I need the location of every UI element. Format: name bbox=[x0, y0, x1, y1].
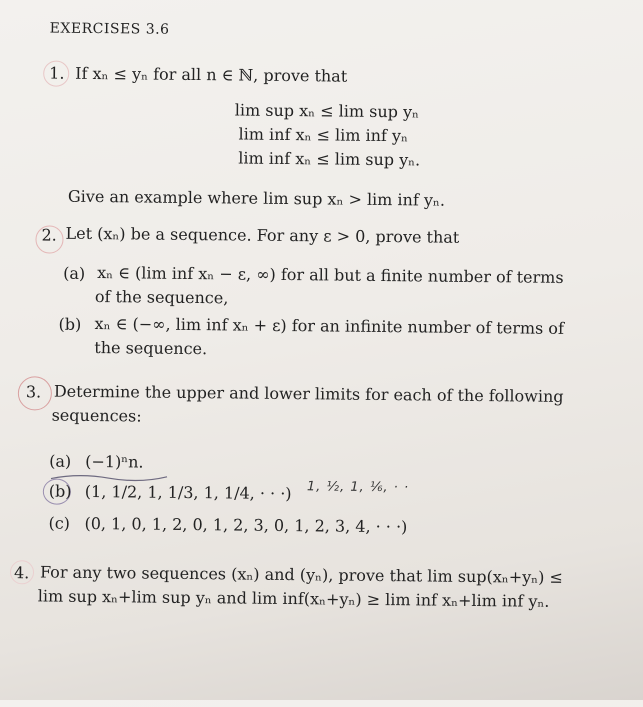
ex2-b-label: (b) bbox=[58, 314, 82, 334]
ex3-number: 3. bbox=[25, 382, 42, 402]
ex3-a-label: (a) bbox=[49, 451, 72, 471]
ex4-line1: For any two sequences (xₙ) and (yₙ), prove that lim sup(xₙ+yₙ) ≤ bbox=[39, 562, 563, 587]
ex1-equation-2: lim inf xₙ ≤ lim inf yₙ bbox=[238, 124, 409, 146]
ex3-b-label: (b) bbox=[48, 481, 72, 501]
ex2-b-line2: the sequence. bbox=[94, 338, 208, 359]
ex2-number: 2. bbox=[41, 225, 57, 245]
ex2-a-line1: xₙ ∈ (lim inf xₙ − ε, ∞) for all but a finite number of terms bbox=[97, 263, 564, 287]
ex2-a-line2: of the sequence, bbox=[94, 287, 229, 308]
handwritten-underline bbox=[49, 471, 169, 484]
ex3-statement-line1: Determine the upper and lower limits for each of the following bbox=[53, 381, 564, 406]
page-title: EXERCISES 3.6 bbox=[49, 20, 170, 38]
ex2-statement: Let (xₙ) be a sequence. For any ε > 0, prove that bbox=[65, 223, 460, 247]
ex3-b-text: (1, 1/2, 1, 1/3, 1, 1/4, · · ·) bbox=[84, 481, 292, 504]
ex3-c-label: (c) bbox=[48, 513, 71, 533]
ex1-example: Give an example where lim sup xₙ > lim inf yₙ. bbox=[67, 186, 446, 210]
ex1-statement: If xₙ ≤ yₙ for all n ∈ ℕ, prove that bbox=[75, 63, 348, 86]
ex1-equation-3: lim inf xₙ ≤ lim sup yₙ. bbox=[238, 148, 421, 170]
ex3-a-text: (−1)ⁿn. bbox=[85, 451, 144, 472]
ex1-equation-1: lim sup xₙ ≤ lim sup yₙ bbox=[234, 100, 420, 122]
ex2-b-line1: xₙ ∈ (−∞, lim inf xₙ + ε) for an infinite number of terms of bbox=[94, 314, 565, 338]
ex1-number: 1. bbox=[49, 63, 65, 83]
ex4-number: 4. bbox=[13, 563, 30, 583]
ex3-c-text: (0, 1, 0, 1, 2, 0, 1, 2, 3, 0, 1, 2, 3, 4, · · ·) bbox=[84, 513, 408, 537]
ex2-a-label: (a) bbox=[63, 263, 86, 283]
handwritten-note: 1, ½, 1, ⅙, · · bbox=[306, 479, 410, 496]
ex4-line2: lim sup xₙ+lim sup yₙ and lim inf(xₙ+yₙ) ≥ lim inf xₙ+lim inf yₙ. bbox=[37, 586, 550, 611]
ex3-statement-line2: sequences: bbox=[51, 405, 142, 426]
